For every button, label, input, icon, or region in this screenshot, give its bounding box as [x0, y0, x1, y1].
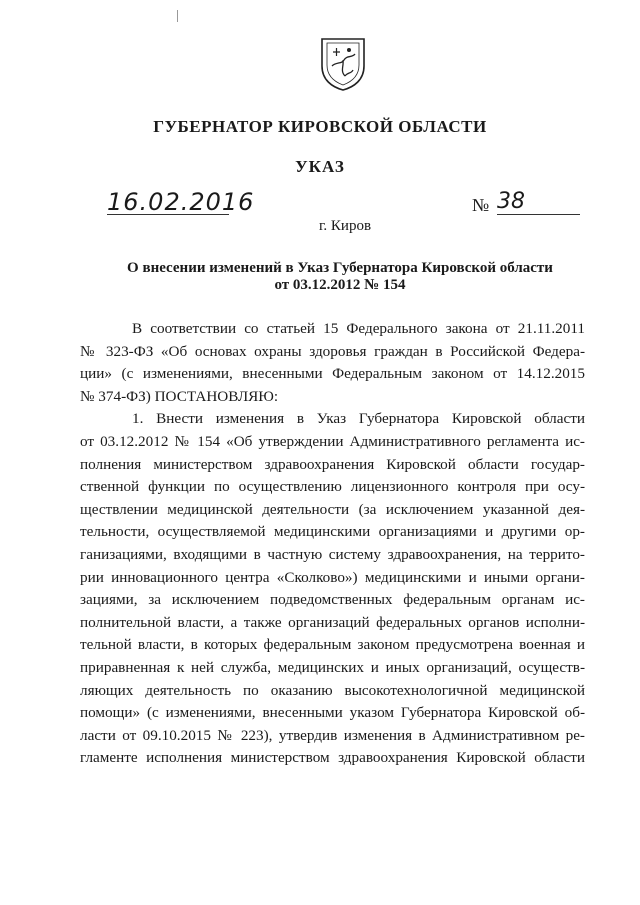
body-line: № 323-ФЗ «Об основах охраны здоровья граждан в Российской Федера-	[80, 342, 585, 360]
scan-mark	[177, 10, 178, 22]
body-line: гламенте исполнения министерством здравоохранения Кировской области	[80, 749, 585, 767]
body-line: В соответствии со статьей 15 Федерального закона от 21.11.2011	[132, 320, 585, 337]
coat-of-arms-icon	[318, 36, 368, 92]
issuer-title: ГУБЕРНАТОР КИРОВСКОЙ ОБЛАСТИ	[153, 117, 487, 136]
body-text	[80, 318, 585, 770]
body-line: рии инновационного центра «Сколково») медицинскими и иными органи-	[80, 568, 585, 586]
body-line: ственной функции по осуществлению лицензионного контроля при осу-	[80, 478, 585, 496]
document-date: 16.02.2016	[107, 188, 255, 216]
body-line: ществлении медицинской деятельности (за исключением указанной дея-	[80, 500, 585, 518]
subject-line: О внесении изменений в Указ Губернатора Кировской области	[127, 260, 553, 276]
body-line: помощи» (с изменениями, внесенными указом Губернатора Кировской об-	[80, 704, 585, 722]
document-subject	[60, 260, 620, 294]
body-line: зациями, за исключением подведомственных федеральным органам ис-	[80, 591, 585, 609]
document-type: УКАЗ	[295, 157, 345, 176]
body-line: полнительной власти, а также организаций федеральных органов исполни-	[80, 613, 585, 631]
document-number: 38	[497, 190, 580, 215]
body-line: тельной власти, в которых федеральным законом предусмотрена военная и	[80, 636, 585, 654]
body-line: от 03.12.2012 № 154 «Об утверждении Административного регламента ис-	[80, 432, 585, 450]
body-line: ции» (с изменениями, внесенными Федеральным законом от 14.12.2015	[80, 365, 585, 383]
city: г. Киров	[318, 218, 372, 234]
body-line: ласти от 09.10.2015 № 223), утвердив изменения в Административном ре-	[80, 726, 585, 744]
body-line: № 374-ФЗ) ПОСТАНОВЛЯЮ:	[80, 387, 279, 405]
body-line: ляющих деятельность по оказанию высокотехнологичной медицинской	[80, 681, 585, 699]
body-line: тельности, осуществляемой медицинскими организациями и другими ор-	[80, 523, 585, 541]
subject-line: от 03.12.2012 № 154	[274, 277, 406, 293]
body-line: ганизациями, входящими в частную систему здравоохранения, на террито-	[80, 545, 585, 563]
body-line: 1. Внести изменения в Указ Губернатора Кировской области	[132, 410, 585, 428]
body-line: приравненная к ней служба, медицинских и иных организаций, осуществ-	[80, 658, 585, 676]
number-sign: №	[472, 195, 490, 215]
body-line: полнения министерством здравоохранения Кировской области государ-	[80, 455, 585, 473]
